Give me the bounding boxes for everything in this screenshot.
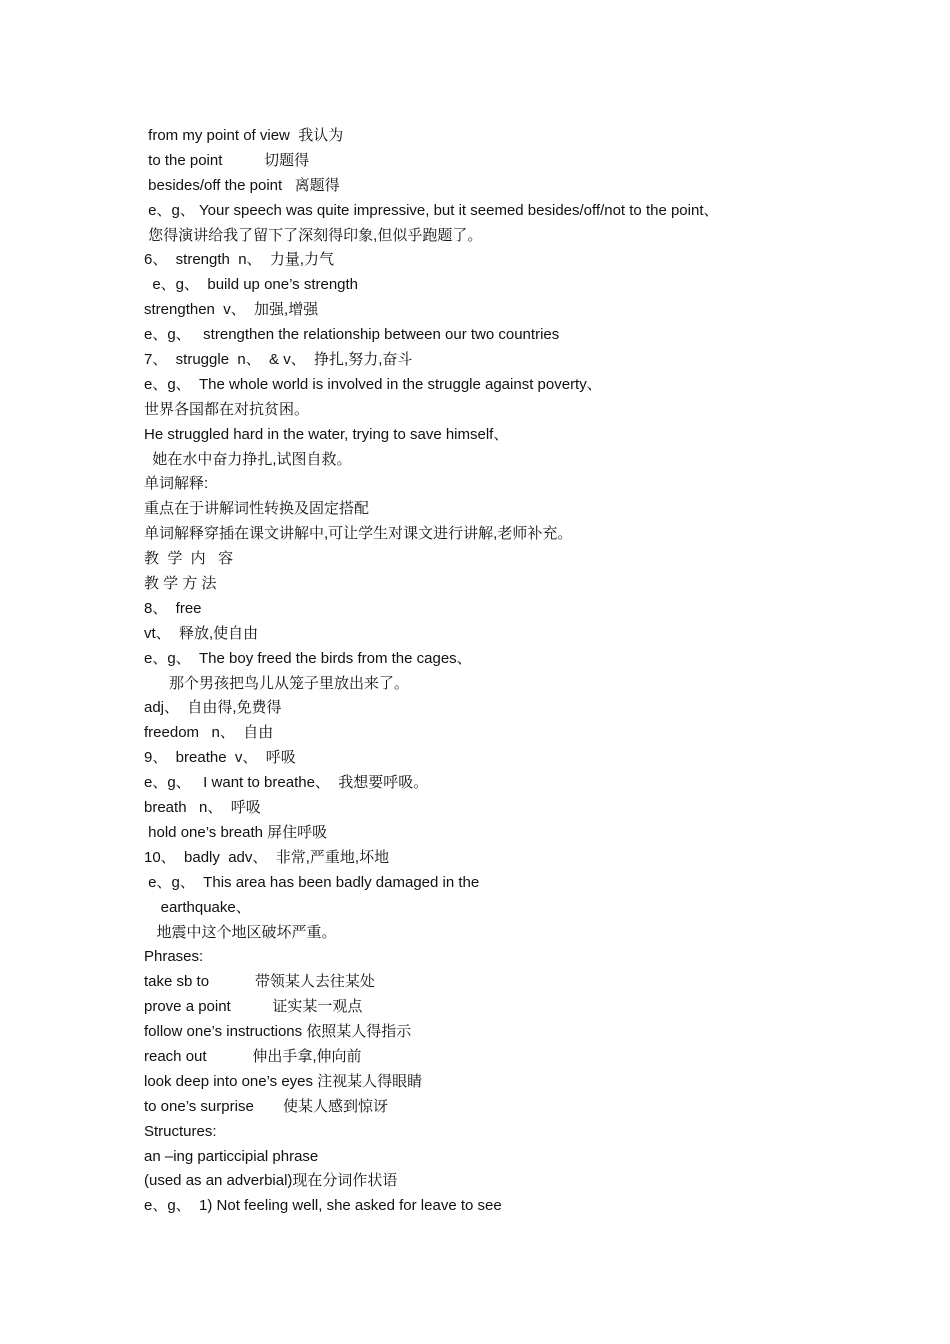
- text-line: breath n、 呼吸: [144, 799, 261, 817]
- text-line: e、g、 strengthen the relationship between our two countries: [144, 326, 560, 344]
- text-line: He struggled hard in the water, trying to save himself、: [144, 425, 509, 443]
- section-heading: Structures:: [144, 1122, 217, 1140]
- text-line: 教 学 方 法: [144, 575, 217, 593]
- text-line: to the point 切题得: [144, 151, 310, 169]
- document-body: [144, 124, 844, 1219]
- text-line: e、g、 build up one’s strength: [144, 276, 359, 294]
- text-line: 单词解释穿插在课文讲解中,可让学生对课文进行讲解,老师补充。: [144, 525, 573, 543]
- text-line: 6、 strength n、 力量,力气: [144, 251, 335, 269]
- text-line: e、g、 Your speech was quite impressive, but it seemed besides/off/not to the point、: [144, 201, 719, 219]
- text-line: an –ing particcipial phrase: [144, 1147, 319, 1165]
- text-line: 您得演讲给我了留下了深刻得印象,但似乎跑题了。: [144, 226, 483, 244]
- text-line: 10、 badly adv、 非常,严重地,坏地: [144, 848, 390, 866]
- text-line: e、g、 The boy freed the birds from the cages、: [144, 649, 472, 667]
- text-line: 重点在于讲解词性转换及固定搭配: [144, 500, 370, 518]
- text-line: 8、 free: [144, 599, 202, 617]
- text-line: e、g、 I want to breathe、 我想要呼吸。: [144, 774, 429, 792]
- text-line: (used as an adverbial)现在分词作状语: [144, 1172, 398, 1190]
- text-line: freedom n、 自由: [144, 724, 274, 742]
- text-line: look deep into one’s eyes 注视某人得眼睛: [144, 1072, 423, 1090]
- text-line: 地震中这个地区破坏严重。: [144, 923, 337, 941]
- text-line: strengthen v、 加强,增强: [144, 301, 319, 319]
- text-line: to one’s surprise 使某人感到惊讶: [144, 1097, 388, 1115]
- text-line: besides/off the point 离题得: [144, 176, 340, 194]
- text-line: follow one’s instructions 依照某人得指示: [144, 1023, 412, 1041]
- text-line: 9、 breathe v、 呼吸: [144, 749, 296, 767]
- text-line: e、g、 This area has been badly damaged in the: [144, 873, 480, 891]
- text-line: reach out 伸出手拿,伸向前: [144, 1047, 362, 1065]
- text-line: 那个男孩把鸟儿从笼子里放出来了。: [144, 674, 410, 692]
- section-heading: Phrases:: [144, 948, 204, 966]
- text-line: e、g、 The whole world is involved in the struggle against poverty、: [144, 375, 602, 393]
- text-line: hold one’s breath 屏住呼吸: [144, 823, 328, 841]
- text-line: prove a point 证实某一观点: [144, 998, 363, 1016]
- text-line: take sb to 带领某人去往某处: [144, 973, 375, 991]
- text-line: 世界各国都在对抗贫困。: [144, 400, 310, 418]
- text-line: 7、 struggle n、 & v、 挣扎,努力,奋斗: [144, 351, 413, 369]
- text-line: adj、 自由得,免费得: [144, 699, 282, 717]
- text-line: 她在水中奋力挣扎,试图自救。: [144, 450, 352, 468]
- section-heading: 单词解释:: [144, 475, 209, 493]
- text-line: from my point of view 我认为: [144, 127, 344, 144]
- text-line: 教 学 内 容: [144, 550, 234, 568]
- text-line: earthquake、: [144, 898, 251, 916]
- text-line: e、g、 1) Not feeling well, she asked for leave to see: [144, 1197, 502, 1215]
- text-line: vt、 释放,使自由: [144, 624, 259, 642]
